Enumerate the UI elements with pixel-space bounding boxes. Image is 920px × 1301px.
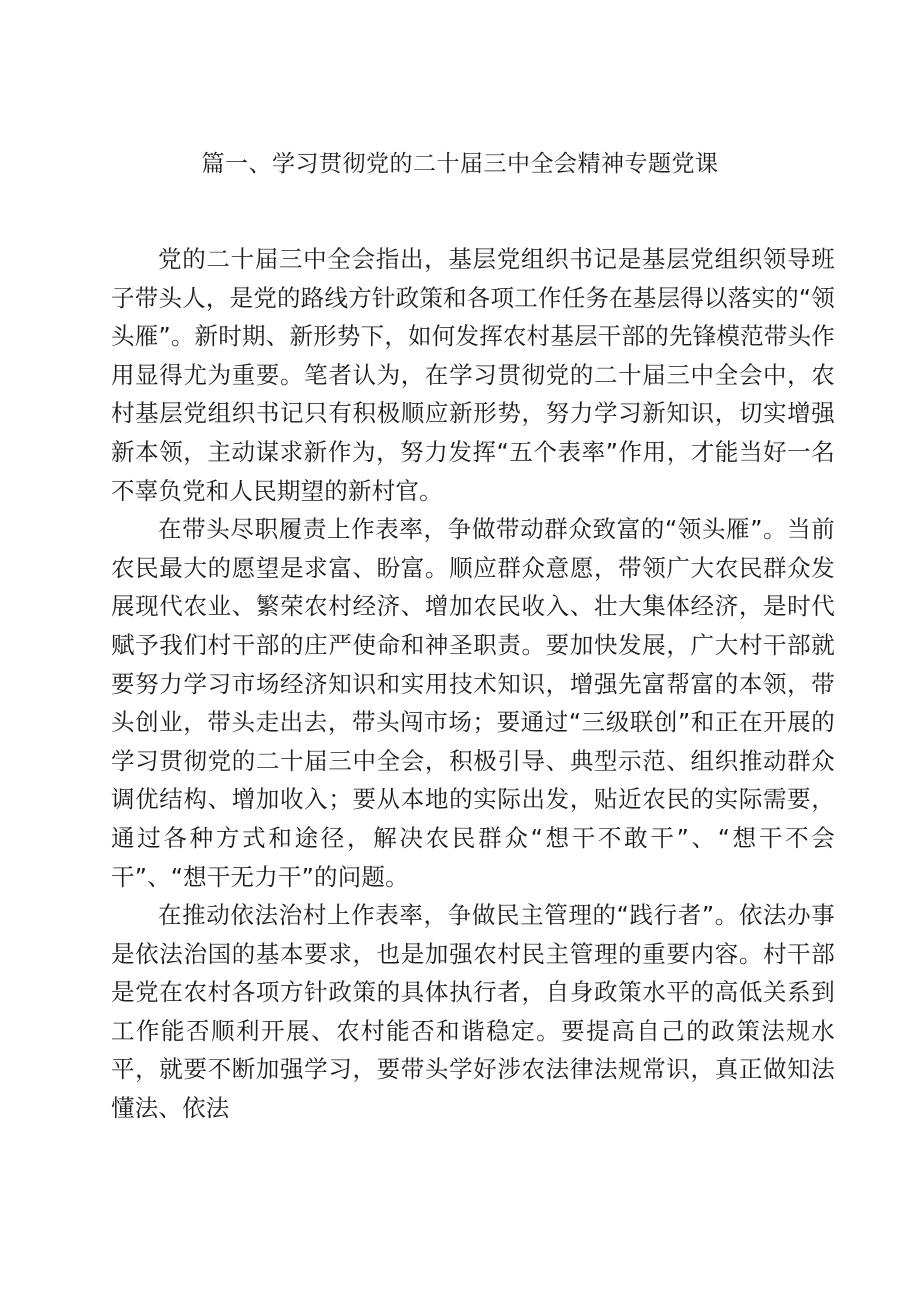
- document-title: 篇一、学习贯彻党的二十届三中全会精神专题党课: [201, 151, 719, 177]
- paragraph-3: 在推动依法治村上作表率，争做民主管理的“践行者”。依法办事是依法治国的基本要求，也是加强农村民主管理的重要内容。村干部是党在农村各项方针政策的具体执行者，自身政策水平的高低关系到工作能否顺利开展、农村能否和谐稳定。要提高自己的政策法规水平，就要不断加强学习，要带头学好涉农法律法规常识，真正做知法懂法、依法: [111, 901, 835, 1123]
- paragraph-2: 在带头尽职履责上作表率，争做带动群众致富的“领头雁”。当前农民最大的愿望是求富、盼富。顺应群众意愿，带领广大农民群众发展现代农业、繁荣农村经济、增加农民收入、壮大集体经济，是时代赋予我们村干部的庄严使命和神圣职责。要加快发展，广大村干部就要努力学习市场经济知识和实用技术知识，增强先富帮富的本领，带头创业，带头走出去，带头闯市场；要通过“三级联创”和正在开展的学习贯彻党的二十届三中全会，积极引导、典型示范、组织推动群众调优结构、增加收入；要从本地的实际出发，贴近农民的实际需要，通过各种方式和途径，解决农民群众“想干不敢干”、“想干不会干”、“想干无力干”的问题。: [111, 515, 835, 891]
- document-body: [111, 240, 835, 1128]
- paragraph-1: 党的二十届三中全会指出，基层党组织书记是基层党组织领导班子带头人，是党的路线方针政策和各项工作任务在基层得以落实的“领头雁”。新时期、新形势下，如何发挥农村基层干部的先锋模范带头作用显得尤为重要。笔者认为，在学习贯彻党的二十届三中全会中，农村基层党组织书记只有积极顺应新形势，努力学习新知识，切实增强新本领，主动谋求新作为，努力发挥“五个表率”作用，才能当好一名不辜负党和人民期望的新村官。: [111, 245, 835, 505]
